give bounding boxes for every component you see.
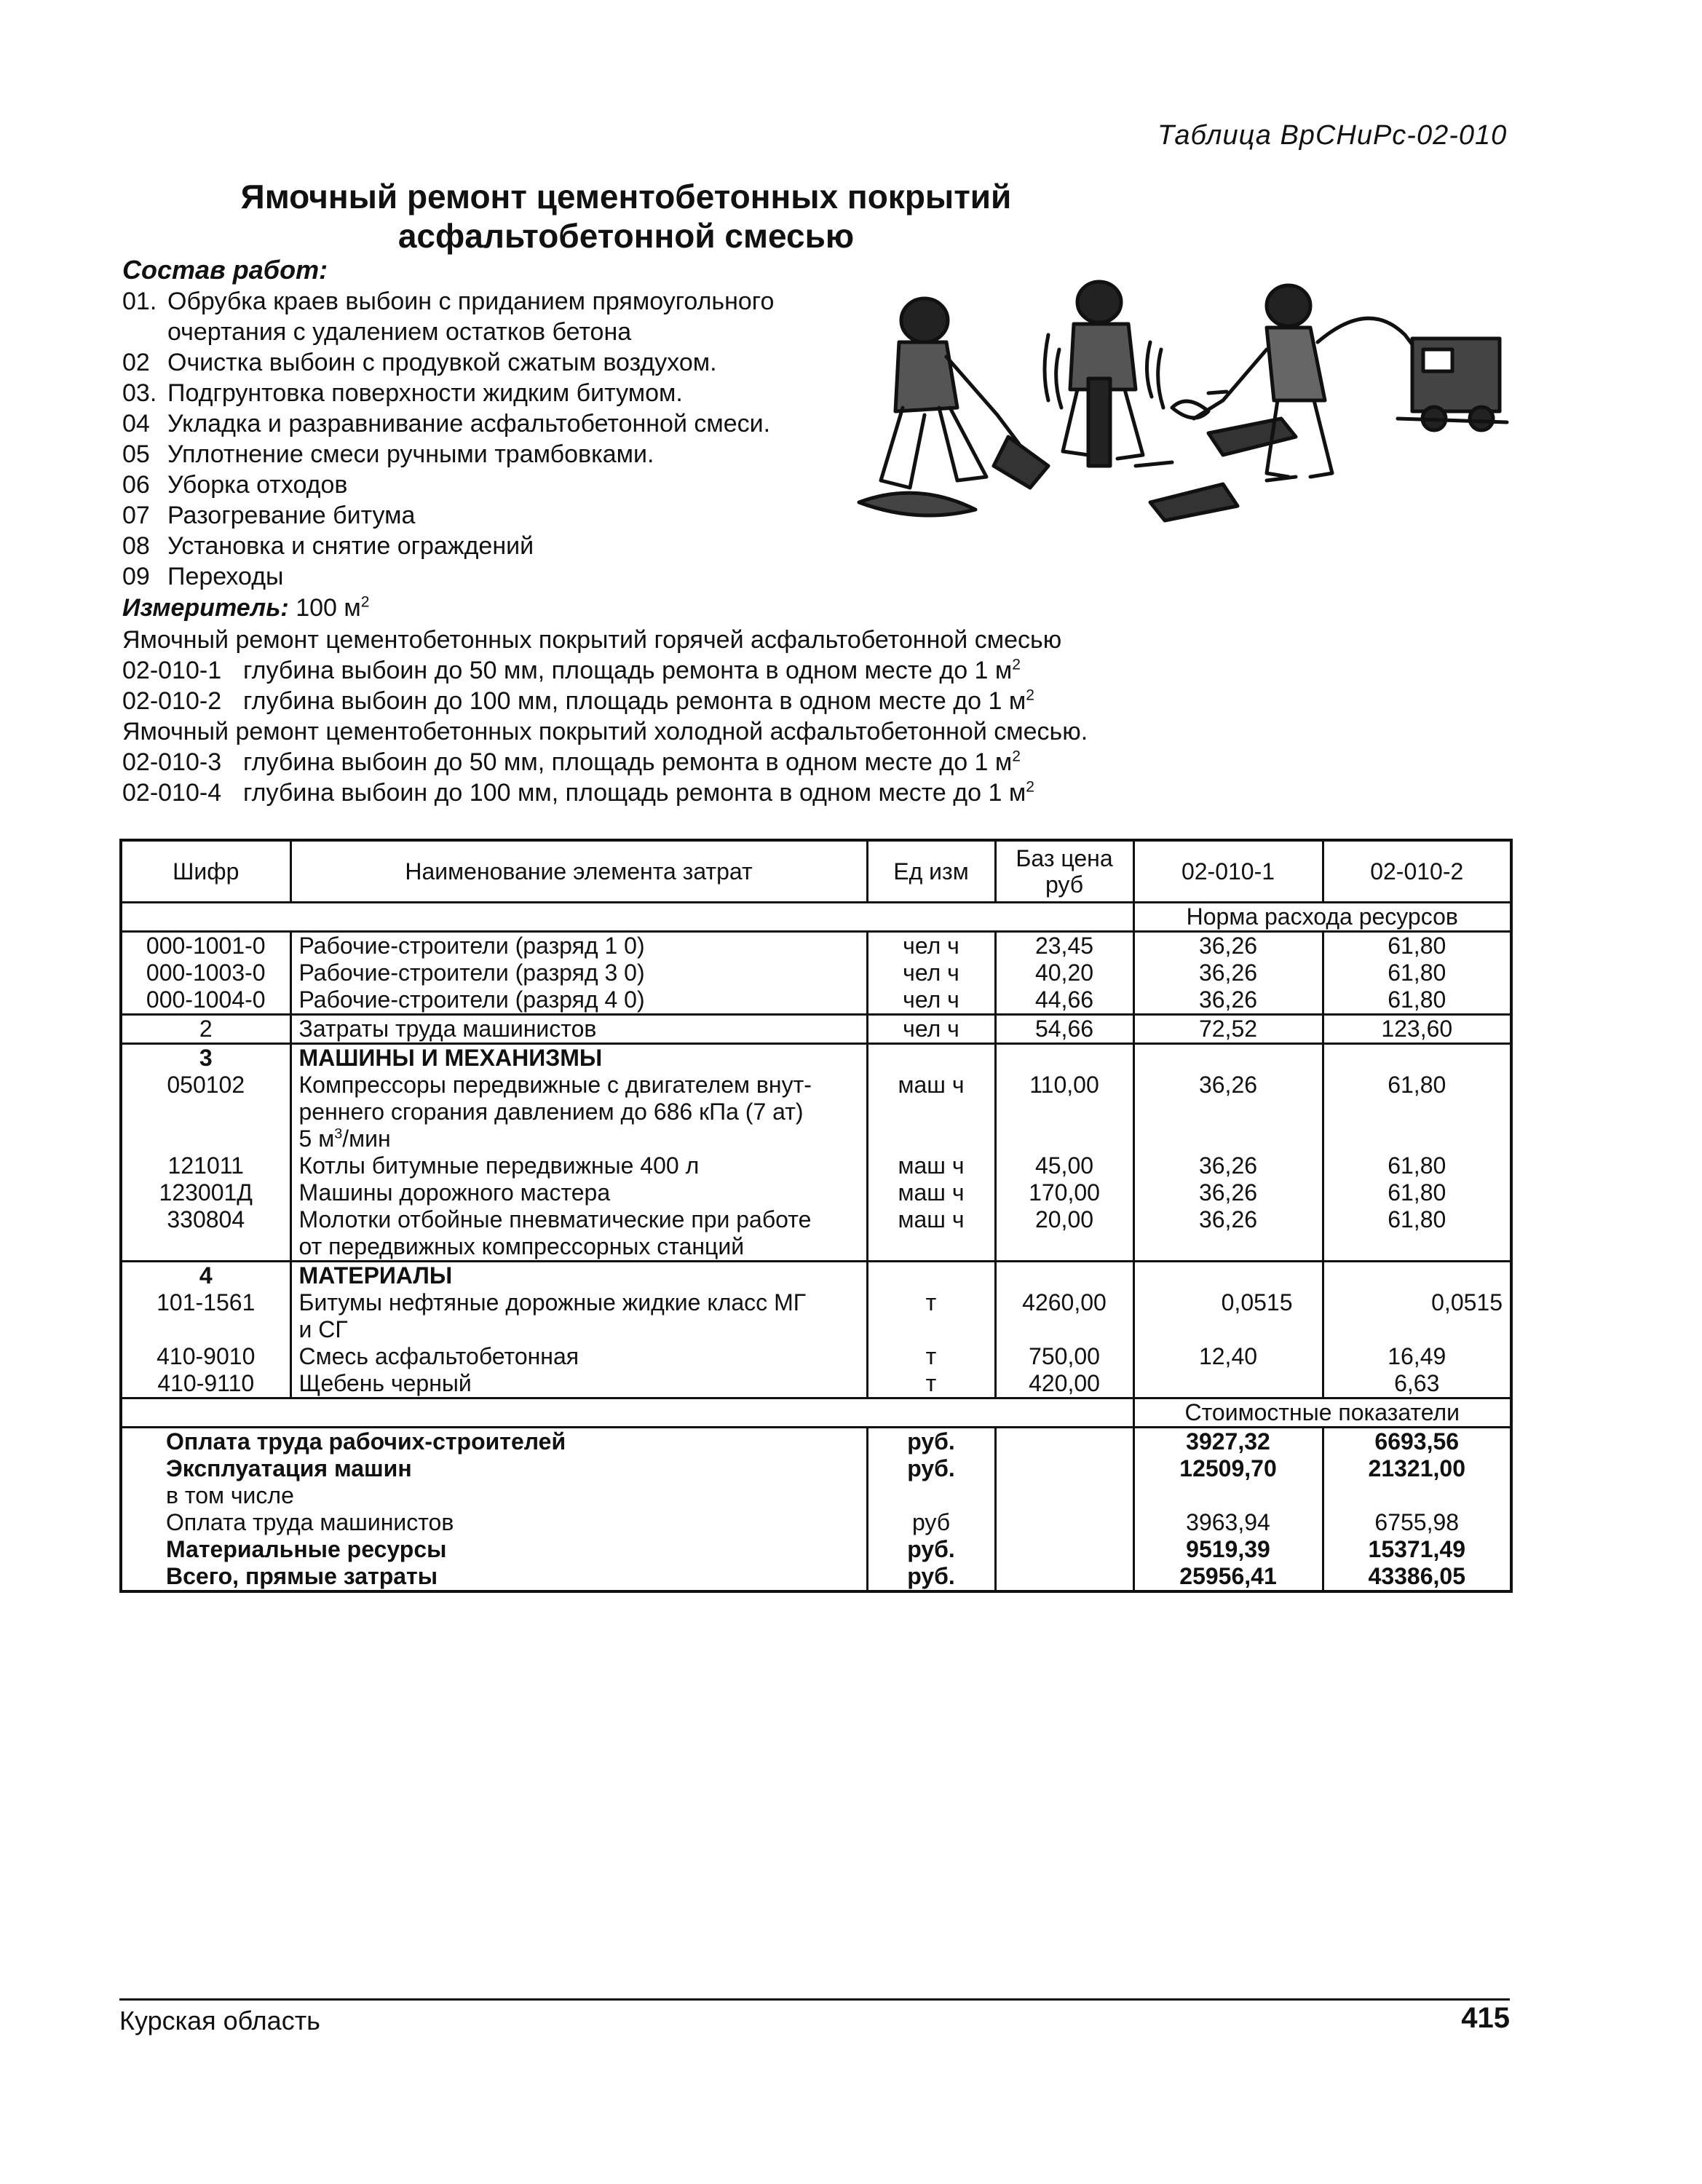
footer-divider [119, 1998, 1510, 2001]
section-header-machines: 3 МАШИНЫ И МЕХАНИЗМЫ [121, 1044, 1511, 1072]
cost-row: в том числе [121, 1482, 1511, 1509]
header-variant-1: 02-010-1 [1133, 840, 1323, 903]
variant-descriptions [122, 625, 1088, 808]
table-row: 410-9010 Смесь асфальтобетонная т 750,00 12,40 16,49 [121, 1343, 1511, 1370]
cost-row: Оплата труда машинистов руб 3963,94 6755,98 [121, 1509, 1511, 1536]
work-item: 09 Переходы [122, 563, 284, 590]
worker-shovel-figure [859, 298, 1048, 515]
measure-unit: Измеритель: 100 $м^2$ [122, 593, 370, 622]
title-line-2: асфальтобетонной смесью [397, 217, 855, 255]
header-variant-2: 02-010-2 [1323, 840, 1511, 903]
worker-jackhammer-figure [1045, 282, 1163, 466]
measure-value: 100 м [296, 594, 361, 622]
variant-line: 02-010-1 глубина выбоин до 50 мм, площадь ремонта в одном месте до 1 $м^2$ [122, 656, 1021, 684]
work-item: 08 Установка и снятие ограждений [122, 532, 534, 560]
slab-shape [1150, 484, 1238, 521]
cold-mix-heading: Ямочный ремонт цементобетонных покрытий холодной асфальтобетонной смесью. [122, 718, 1088, 745]
work-item: 01. Обрубка краев выбоин с приданием прямоугольного [122, 288, 775, 315]
norm-section-row [121, 903, 1511, 932]
work-item: 04 Укладка и разравнивание асфальтобетонной смеси. [122, 410, 771, 438]
table-row: 330804 Молотки отбойные пневматические при работе от передвижных компрессорных станций маш ч 20,00 36,26 61,80 [121, 1206, 1511, 1262]
table-row: 121011 Котлы битумные передвижные 400 л маш ч 45,00 36,26 61,80 [121, 1152, 1511, 1179]
table-header-row [121, 840, 1511, 903]
work-item: 03. Подгрунтовка поверхности жидким битумом. [122, 379, 683, 407]
cost-row: Оплата труда рабочих-строителей руб. 3927,32 6693,56 [121, 1428, 1511, 1456]
resource-table [119, 839, 1513, 1593]
hot-mix-heading: Ямочный ремонт цементобетонных покрытий горячей асфальтобетонной смесью [122, 626, 1062, 654]
cost-section-row [121, 1398, 1511, 1428]
cost-row-total: Всего, прямые затраты руб. 25956,41 43386,05 [121, 1563, 1511, 1591]
table-row: 101-1561 Битумы нефтяные дорожные жидкие класс МГ и СГ т 4260,00 0,0515 0,0515 [121, 1289, 1511, 1343]
document-title [116, 177, 1136, 256]
variant-line: 02-010-2 глубина выбоин до 100 мм, площадь ремонта в одном месте до 1 $м^2$ [122, 687, 1034, 715]
cost-label: Стоимостные показатели [1133, 1398, 1511, 1428]
title-line-1: Ямочный ремонт цементобетонных покрытий [240, 178, 1012, 215]
cost-row: Материальные ресурсы руб. 9519,39 15371,49 [121, 1536, 1511, 1563]
work-item: 07 Разогревание битума [122, 502, 416, 529]
work-list [122, 286, 774, 592]
section-header-materials: 4 МАТЕРИАЛЫ [121, 1262, 1511, 1290]
table-row: 050102 Компрессоры передвижные с двигателем внут- реннего сгорания давлением до 686 кПа (7 ат) 5 $м^3$/мин маш ч 110,00 36,26 61,80 [121, 1072, 1511, 1152]
work-item: 02 Очистка выбоин с продувкой сжатым воздухом. [122, 349, 717, 376]
variant-line: 02-010-3 глубина выбоин до 50 мм, площадь ремонта в одном месте до 1 $м^2$ [122, 748, 1021, 776]
table-row-operators: 2 Затраты труда машинистов чел ч 54,66 72,52 123,60 [121, 1015, 1511, 1044]
work-item: 05 Уплотнение смеси ручными трамбовками. [122, 440, 654, 468]
header-name: Наименование элемента затрат [290, 840, 867, 903]
table-row: 000-1004-0 Рабочие-строители (разряд 4 0) чел ч 44,66 36,26 61,80 [121, 986, 1511, 1015]
table-row: 123001Д Машины дорожного мастера маш ч 170,00 36,26 61,80 [121, 1179, 1511, 1206]
cost-row: Эксплуатация машин руб. 12509,70 21321,00 [121, 1455, 1511, 1482]
norm-label: Норма расхода ресурсов [1133, 903, 1511, 932]
slab-shape [1208, 419, 1296, 455]
footer-region: Курская область [119, 2006, 320, 2035]
worker-blower-figure [1172, 285, 1434, 477]
header-unit: Ед изм [867, 840, 995, 903]
work-item: 06 Уборка отходов [122, 471, 348, 499]
header-code: Шифр [121, 840, 290, 903]
table-row: 000-1001-0 Рабочие-строители (разряд 1 0) чел ч 23,45 36,26 61,80 [121, 932, 1511, 960]
variant-line: 02-010-4 глубина выбоин до 100 мм, площадь ремонта в одном месте до 1 $м^2$ [122, 778, 1034, 807]
road-workers-illustration [830, 269, 1514, 531]
header-price: Баз цена руб [995, 840, 1133, 903]
page-number: 415 [1461, 2002, 1510, 2034]
work-item-continuation: очертания с удалением остатков бетона [167, 318, 632, 346]
table-row: 410-9110 Щебень черный т 420,00 6,63 [121, 1370, 1511, 1398]
table-code: Таблица ВрСНиРс-02-010 [1157, 120, 1508, 151]
measure-label: Измеритель: [122, 594, 289, 622]
table-row: 000-1003-0 Рабочие-строители (разряд 3 0) чел ч 40,20 36,26 61,80 [121, 960, 1511, 986]
compressor-figure [1398, 339, 1507, 430]
work-composition-label: Состав работ: [122, 255, 328, 285]
